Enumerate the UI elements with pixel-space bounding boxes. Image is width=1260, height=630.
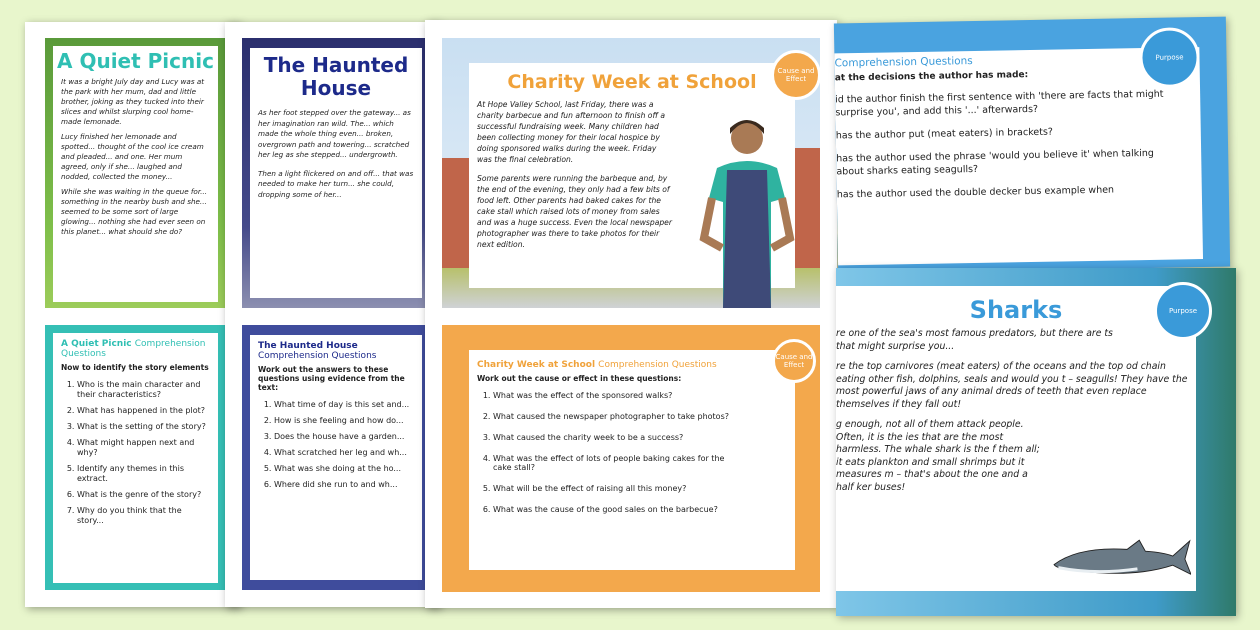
- haunted-q-intro: Work out the answers to these questions using evidence from the text:: [258, 365, 405, 392]
- question: 2. What caused the newspaper photographer to take photos?: [493, 412, 735, 421]
- picnic-title: A Quiet Picnic: [57, 49, 214, 73]
- question: has the author put (meat eaters) in brackets?: [835, 126, 1053, 142]
- sharks-para-2: re the top carnivores (meat eaters) of the oceans and the top od chain eating other fish, dolphins, seals and would you t – seagulls! They have the most powerful jaws of any animal dreds of teeth that even replace themselves if they fall out!: [836, 361, 1188, 410]
- question: 2. How is she feeling and how do...: [274, 416, 414, 426]
- question: 5. What was she doing at the ho...: [274, 464, 414, 474]
- charity-badge: Cause and Effect: [771, 50, 821, 100]
- haunted-q-title: The Haunted House: [258, 341, 358, 351]
- picnic-q-title: A Quiet Picnic: [61, 339, 132, 349]
- charity-q-suffix: Comprehension Questions: [598, 360, 717, 370]
- picnic-para-3: While she was waiting in the queue for... something in the nearby bush and she... seemed to be some sort of large glowing... nothing she had ever seen on this planet... what should she do?: [61, 187, 207, 236]
- picnic-worksheet: [25, 22, 240, 607]
- charity-illustration: [442, 38, 820, 308]
- sharks-title: Sharks: [969, 296, 1063, 324]
- haunted-worksheet: [225, 22, 440, 607]
- haunted-questions-section: [242, 325, 440, 590]
- sharks-badge: Purpose: [1154, 282, 1212, 340]
- charity-question-list: [469, 391, 795, 514]
- question: 4. What scratched her leg and wh...: [274, 448, 414, 458]
- whale-shark-illustration: [1051, 536, 1191, 581]
- person-illustration: [692, 108, 802, 308]
- charity-q-badge: Cause and Effect: [772, 339, 816, 383]
- question: 6. What is the genre of the story?: [77, 490, 210, 500]
- picnic-q-intro: Now to identify the story elements: [61, 363, 209, 372]
- picnic-question-list: [53, 380, 218, 526]
- haunted-illustration: [242, 38, 440, 308]
- question: has the author used the double decker bus example when: [836, 184, 1115, 201]
- haunted-question-list: [250, 400, 422, 490]
- sharks-para-3: g enough, not all of them attack people. Often, it is the ies that are the most harmless. The whale shark is the f them all; it eats plankton and small shrimps but it measures m – that's about the one and a half ker buses!: [836, 419, 1040, 493]
- sharks-para-1: re one of the sea's most famous predators, but there are ts that might surprise you...: [836, 328, 1113, 352]
- question: 3. Does the house have a garden...: [274, 432, 414, 442]
- charity-worksheet: [425, 20, 837, 608]
- question: 2. What has happened in the plot?: [77, 406, 210, 416]
- question: 1. What time of day is this set and...: [274, 400, 414, 410]
- picnic-para-2: Lucy finished her lemonade and spotted... thought of the cool ice cream and pleaded... and one. Her mum agreed, only if she... laughed and nodded, collected the money...: [61, 132, 204, 181]
- charity-q-intro: Work out the cause or effect in these questions:: [477, 374, 682, 383]
- question: 6. Where did she run to and wh...: [274, 480, 414, 490]
- picnic-questions-section: [45, 325, 245, 590]
- question: has the author used the phrase 'would you believe it' when talking about sharks eating seagulls?: [836, 147, 1154, 178]
- sharks-worksheet: [836, 268, 1236, 616]
- question: 4. What was the effect of lots of people baking cakes for the cake stall?: [493, 454, 735, 472]
- question: 6. What was the cause of the good sales on the barbecue?: [493, 505, 735, 514]
- building-left: [442, 158, 470, 268]
- charity-questions-section: [442, 325, 820, 592]
- charity-q-title: Charity Week at School: [477, 360, 596, 370]
- haunted-para-2: Then a light flickered on and off... that was needed to make her turn... she could, dropping some of her...: [258, 168, 414, 199]
- haunted-title: The Haunted House: [263, 53, 409, 100]
- charity-para-1: At Hope Valley School, last Friday, there was a charity barbecue and fun afternoon to finish off a successful fundraising week. Many children had been collecting money for their local hospice by doing sponsored walks during the week. Friday was the final celebration.: [477, 100, 666, 164]
- picnic-illustration: [45, 38, 245, 308]
- sharks-question-list: [835, 87, 1202, 201]
- sharks-q-badge: Purpose: [1139, 27, 1200, 88]
- haunted-q-suffix: Comprehension Questions: [258, 351, 377, 361]
- question: 5. What will be the effect of raising all this money?: [493, 484, 735, 493]
- charity-para-2: Some parents were running the barbeque and, by the end of the evening, they only had a few bits of food left. Other parents had baked cakes for the cake stall which raised lots of money from sales and was a huge success. Even the local newspaper photographer was there to take photos for their next edition.: [477, 174, 672, 249]
- question: 1. What was the effect of the sponsored walks?: [493, 391, 735, 400]
- picnic-q-suffix: Comprehension Questions: [61, 339, 206, 359]
- sharks-questions-worksheet: [834, 17, 1230, 274]
- question: 4. What might happen next and why?: [77, 438, 210, 458]
- question: 3. What is the setting of the story?: [77, 422, 210, 432]
- picnic-para-1: It was a bright July day and Lucy was at the park with her mum, dad and little brother, joking as they tucked into their slices and whilst slurping cool home-made lemonade.: [61, 77, 205, 126]
- charity-title: Charity Week at School: [507, 71, 757, 93]
- sharks-q-intro: at the decisions the author has made:: [834, 70, 1029, 84]
- sharks-q-title: Comprehension Questions: [834, 55, 973, 70]
- question: 7. Why do you think that the story...: [77, 506, 210, 526]
- question: id the author finish the first sentence with 'there are facts that might surprise you', and add this '...' afterwards?: [835, 88, 1164, 119]
- question: 3. What caused the charity week to be a success?: [493, 433, 735, 442]
- haunted-para-1: As her foot stepped over the gateway... as her imagination ran wild. The... which made the whole thing even... broken, overgrown path and towering... scratched her leg as she stepped... undergrowth.: [258, 108, 411, 159]
- question: 5. Identify any themes in this extract.: [77, 464, 210, 484]
- question: 1. Who is the main character and their characteristics?: [77, 380, 210, 400]
